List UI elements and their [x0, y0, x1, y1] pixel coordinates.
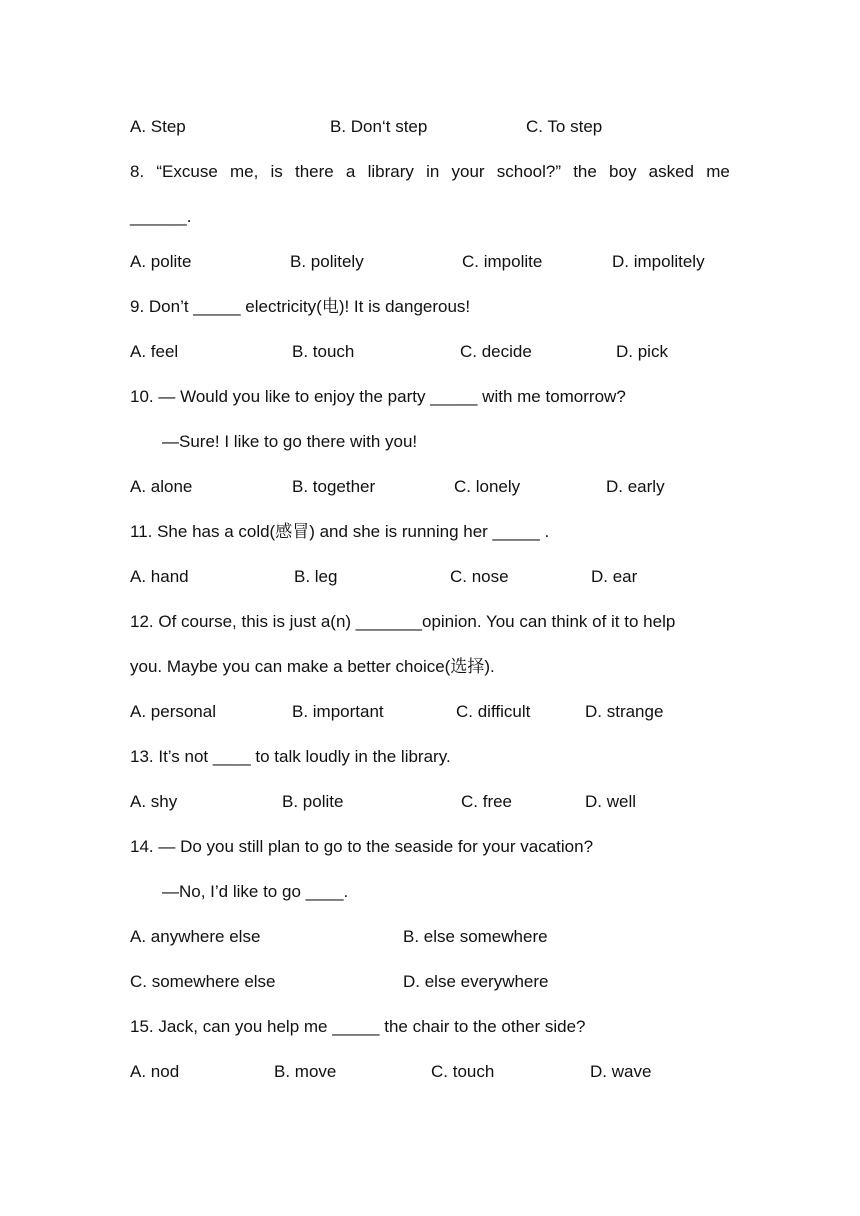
- q15-option-c: C. touch: [431, 1062, 495, 1081]
- q7-option-c: C. To step: [526, 117, 603, 136]
- q15-question: 15. Jack, can you help me _____ the chair to the other side?: [130, 1017, 586, 1036]
- q11-option-d: D. ear: [591, 567, 638, 586]
- q8-option-b: B. politely: [290, 252, 364, 271]
- q8-word: your: [451, 162, 485, 181]
- q12-continuation: you. Maybe you can make a better choice(选择).: [130, 657, 495, 676]
- q8-word: asked: [648, 162, 695, 181]
- q14-reply: —No, I’d like to go ____.: [162, 882, 349, 901]
- q10-option-d: D. early: [606, 477, 665, 496]
- q12-option-d: D. strange: [585, 702, 664, 721]
- q8-word: in: [426, 162, 440, 181]
- q10-question: 10. — Would you like to enjoy the party _____ with me tomorrow?: [130, 387, 626, 406]
- q11-option-b: B. leg: [294, 567, 338, 586]
- q8-word: there: [294, 162, 334, 181]
- q7-option-a: A. Step: [130, 117, 186, 136]
- q13-option-c: C. free: [461, 792, 513, 811]
- q11-option-c: C. nose: [450, 567, 509, 586]
- q14-option-c: C. somewhere else: [130, 972, 276, 991]
- q8-word: 8.: [130, 162, 145, 181]
- q8-word: is: [270, 162, 283, 181]
- q8-word: a: [345, 162, 356, 181]
- q8-continuation: ______.: [130, 207, 192, 226]
- q14-option-d: D. else everywhere: [403, 972, 549, 991]
- q13-option-a: A. shy: [130, 792, 178, 811]
- q13-question: 13. It’s not ____ to talk loudly in the library.: [130, 747, 451, 766]
- q9-option-a: A. feel: [130, 342, 179, 361]
- q8-word: school?”: [496, 162, 562, 181]
- q10-option-a: A. alone: [130, 477, 193, 496]
- q8-word: library: [367, 162, 414, 181]
- q15-option-b: B. move: [274, 1062, 337, 1081]
- q8-word: me,: [229, 162, 259, 181]
- q11-option-a: A. hand: [130, 567, 189, 586]
- q8-word: “Excuse: [156, 162, 218, 181]
- q10-reply: —Sure! I like to go there with you!: [162, 432, 418, 451]
- q10-option-c: C. lonely: [454, 477, 521, 496]
- q8-option-a: A. polite: [130, 252, 192, 271]
- q8-word: me: [706, 162, 730, 181]
- q13-option-b: B. polite: [282, 792, 344, 811]
- q12-option-b: B. important: [292, 702, 384, 721]
- q15-option-d: D. wave: [590, 1062, 652, 1081]
- q9-option-b: B. touch: [292, 342, 355, 361]
- q10-option-b: B. together: [292, 477, 376, 496]
- q11-question: 11. She has a cold(感冒) and she is running her _____ .: [130, 522, 550, 541]
- q14-option-b: B. else somewhere: [403, 927, 548, 946]
- q14-question: 14. — Do you still plan to go to the seaside for your vacation?: [130, 837, 594, 856]
- q8-option-c: C. impolite: [462, 252, 543, 271]
- q9-question: 9. Don’t _____ electricity(电)! It is dangerous!: [130, 297, 471, 316]
- q8-option-d: D. impolitely: [612, 252, 705, 271]
- q12-question: 12. Of course, this is just a(n) _______opinion. You can think of it to help: [130, 612, 676, 631]
- q12-option-c: C. difficult: [456, 702, 531, 721]
- q8-word: boy: [609, 162, 637, 181]
- q15-option-a: A. nod: [130, 1062, 180, 1081]
- q14-option-a: A. anywhere else: [130, 927, 261, 946]
- q8-word: the: [573, 162, 597, 181]
- q8-question: [130, 160, 730, 184]
- q12-option-a: A. personal: [130, 702, 216, 721]
- q9-option-c: C. decide: [460, 342, 532, 361]
- q13-option-d: D. well: [585, 792, 637, 811]
- q9-option-d: D. pick: [616, 342, 668, 361]
- q7-option-b: B. Don‘t step: [330, 117, 428, 136]
